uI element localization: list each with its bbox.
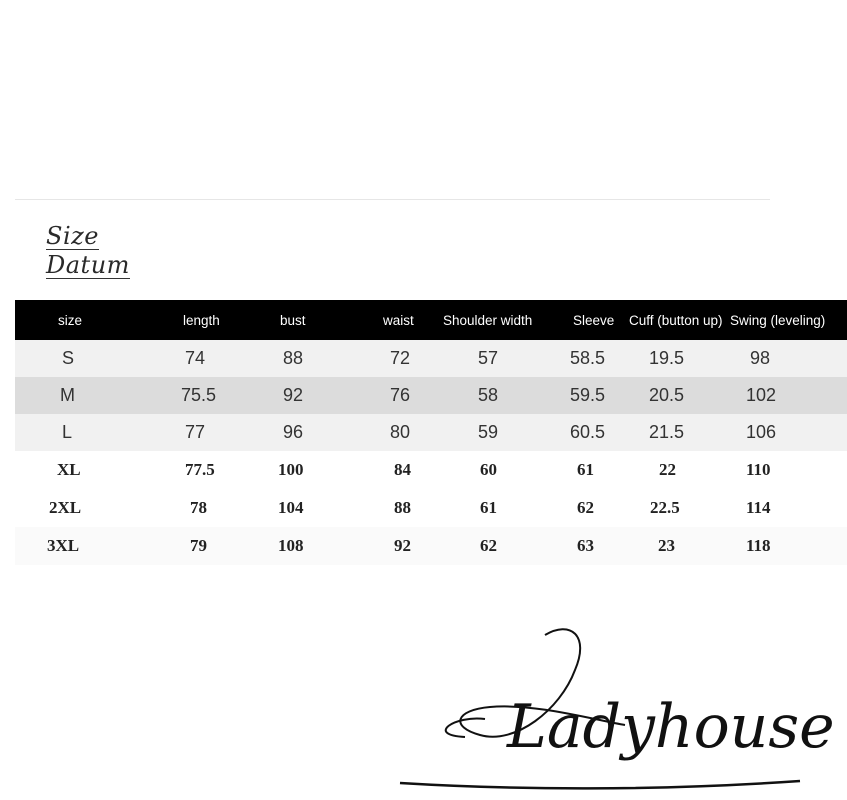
cell-sleeve: 59.5 [567,377,629,414]
cell-length: 75.5 [173,377,275,414]
cell-bust: 92 [275,377,375,414]
cell-sleeve: 61 [567,451,629,489]
col-header-sleeve: Sleeve [567,300,629,340]
table-header-row [15,300,847,340]
table-row [15,451,847,489]
cell-cuff: 21.5 [629,414,730,451]
logo-text: Ladyhouse [507,692,835,762]
cell-waist: 72 [375,340,438,377]
col-header-bust: bust [275,300,375,340]
cell-bust: 104 [275,489,375,527]
cell-swing: 98 [730,340,847,377]
col-header-cuff: Cuff (button up) [629,300,730,340]
table-row [15,489,847,527]
cell-shoulder: 61 [438,489,567,527]
cell-cuff: 22.5 [629,489,730,527]
table-row [15,414,847,451]
col-header-shoulder-width: Shoulder width [438,300,567,340]
cell-sleeve: 63 [567,527,629,565]
cell-sleeve: 58.5 [567,340,629,377]
cell-waist: 84 [375,451,438,489]
cell-sleeve: 60.5 [567,414,629,451]
table-row [15,377,847,414]
cell-size: XL [15,451,173,489]
cell-shoulder: 62 [438,527,567,565]
size-chart-table [15,300,847,565]
cell-size: M [15,377,173,414]
cell-cuff: 20.5 [629,377,730,414]
cell-bust: 108 [275,527,375,565]
col-header-size: size [15,300,173,340]
cell-swing: 118 [730,527,847,565]
cell-swing: 110 [730,451,847,489]
cell-swing: 102 [730,377,847,414]
cell-bust: 96 [275,414,375,451]
col-header-length: length [173,300,275,340]
table-row [15,340,847,377]
cell-size: S [15,340,173,377]
cell-size: 2XL [15,489,173,527]
cell-waist: 92 [375,527,438,565]
top-divider [15,199,770,200]
cell-shoulder: 60 [438,451,567,489]
cell-waist: 88 [375,489,438,527]
logo-underline-swash [400,781,800,788]
cell-cuff: 23 [629,527,730,565]
cell-bust: 88 [275,340,375,377]
cell-waist: 76 [375,377,438,414]
cell-bust: 100 [275,451,375,489]
cell-size: L [15,414,173,451]
cell-length: 77 [173,414,275,451]
cell-waist: 80 [375,414,438,451]
ladyhouse-logo [395,615,835,800]
cell-shoulder: 57 [438,340,567,377]
cell-length: 79 [173,527,275,565]
cell-cuff: 22 [629,451,730,489]
datum-title: Datum [46,251,130,279]
cell-shoulder: 58 [438,377,567,414]
col-header-swing: Swing (leveling) [730,300,847,340]
size-title: Size [46,222,99,250]
cell-size: 3XL [15,527,173,565]
cell-shoulder: 59 [438,414,567,451]
cell-swing: 106 [730,414,847,451]
cell-sleeve: 62 [567,489,629,527]
cell-length: 74 [173,340,275,377]
table-row [15,527,847,565]
cell-length: 77.5 [173,451,275,489]
col-header-waist: waist [375,300,438,340]
cell-swing: 114 [730,489,847,527]
cell-length: 78 [173,489,275,527]
cell-cuff: 19.5 [629,340,730,377]
